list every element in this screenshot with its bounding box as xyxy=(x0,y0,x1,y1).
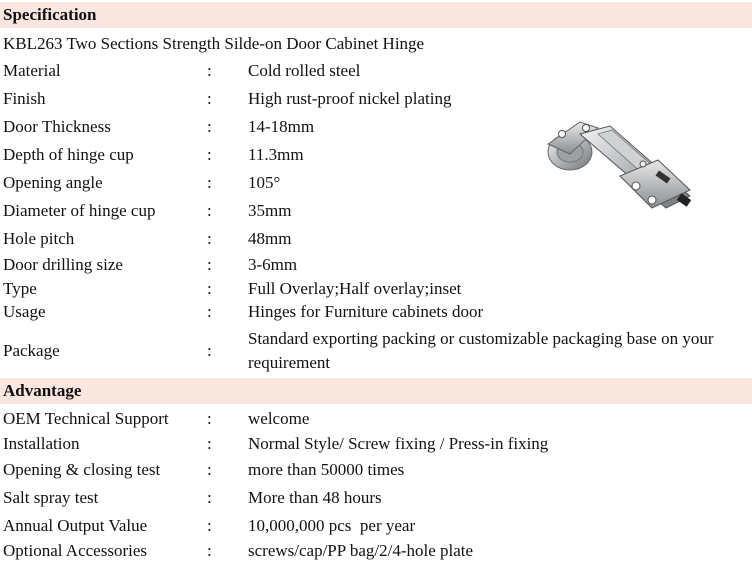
spec-label: Finish xyxy=(3,89,46,108)
spec-value: 48mm xyxy=(248,229,292,248)
spec-colon: : xyxy=(207,117,212,136)
spec-colon: : xyxy=(207,145,212,164)
spec-colon: : xyxy=(207,279,212,298)
spec-value: 35mm xyxy=(248,201,292,220)
spec-colon: : xyxy=(207,229,212,248)
spec-value: Hinges for Furniture cabinets door xyxy=(248,302,484,321)
spec-colon: : xyxy=(207,173,212,192)
product-title: KBL263 Two Sections Strength Silde-on Door Cabinet Hinge xyxy=(3,34,425,53)
specification-heading: Specification xyxy=(0,2,752,28)
spec-label: Usage xyxy=(3,302,46,321)
spec-label: Diameter of hinge cup xyxy=(3,201,156,220)
spec-colon: : xyxy=(207,341,212,360)
advantage-colon: : xyxy=(207,434,212,453)
spec-label: Door Thickness xyxy=(3,117,111,136)
spec-label: Opening angle xyxy=(3,173,103,192)
spec-colon: : xyxy=(207,255,212,274)
advantage-heading: Advantage xyxy=(0,378,752,404)
advantage-colon: : xyxy=(207,409,212,428)
advantage-value: Normal Style/ Screw fixing / Press-in fixing xyxy=(248,434,549,453)
spec-value: 3-6mm xyxy=(248,255,298,274)
advantage-colon: : xyxy=(207,460,212,479)
spec-colon: : xyxy=(207,201,212,220)
spec-row-package xyxy=(0,327,752,375)
advantage-value: 10,000,000 pcs per year xyxy=(248,516,416,535)
advantage-label: Installation xyxy=(3,434,80,453)
advantage-value: More than 48 hours xyxy=(248,488,382,507)
spec-value: Full Overlay;Half overlay;inset xyxy=(248,279,462,298)
cabinet-hinge-photo xyxy=(540,104,700,229)
spec-label: Depth of hinge cup xyxy=(3,145,134,164)
spec-colon: : xyxy=(207,302,212,321)
advantage-value: more than 50000 times xyxy=(248,460,405,479)
spec-value: Cold rolled steel xyxy=(248,61,361,80)
spec-label: Door drilling size xyxy=(3,255,123,274)
advantage-label: Salt spray test xyxy=(3,488,99,507)
spec-label: Package xyxy=(3,341,60,360)
advantage-value: welcome xyxy=(248,409,310,428)
spec-label: Material xyxy=(3,61,61,80)
advantage-colon: : xyxy=(207,488,212,507)
advantage-label: Annual Output Value xyxy=(3,516,148,535)
spec-label: Hole pitch xyxy=(3,229,75,248)
spec-label: Type xyxy=(3,279,37,298)
advantage-colon: : xyxy=(207,541,212,560)
spec-value: High rust-proof nickel plating xyxy=(248,89,452,108)
advantage-label: Opening & closing test xyxy=(3,460,161,479)
advantage-value: screws/cap/PP bag/2/4-hole plate xyxy=(248,541,474,560)
spec-colon: : xyxy=(207,89,212,108)
spec-value: 105° xyxy=(248,173,281,192)
spec-colon: : xyxy=(207,61,212,80)
spec-value: 11.3mm xyxy=(248,145,304,164)
advantage-colon: : xyxy=(207,516,212,535)
advantage-label: Optional Accessories xyxy=(3,541,147,560)
advantage-label: OEM Technical Support xyxy=(3,409,169,428)
spec-value: 14-18mm xyxy=(248,117,315,136)
spec-value: Standard exporting packing or customizable packaging base on your requirement xyxy=(248,329,714,372)
